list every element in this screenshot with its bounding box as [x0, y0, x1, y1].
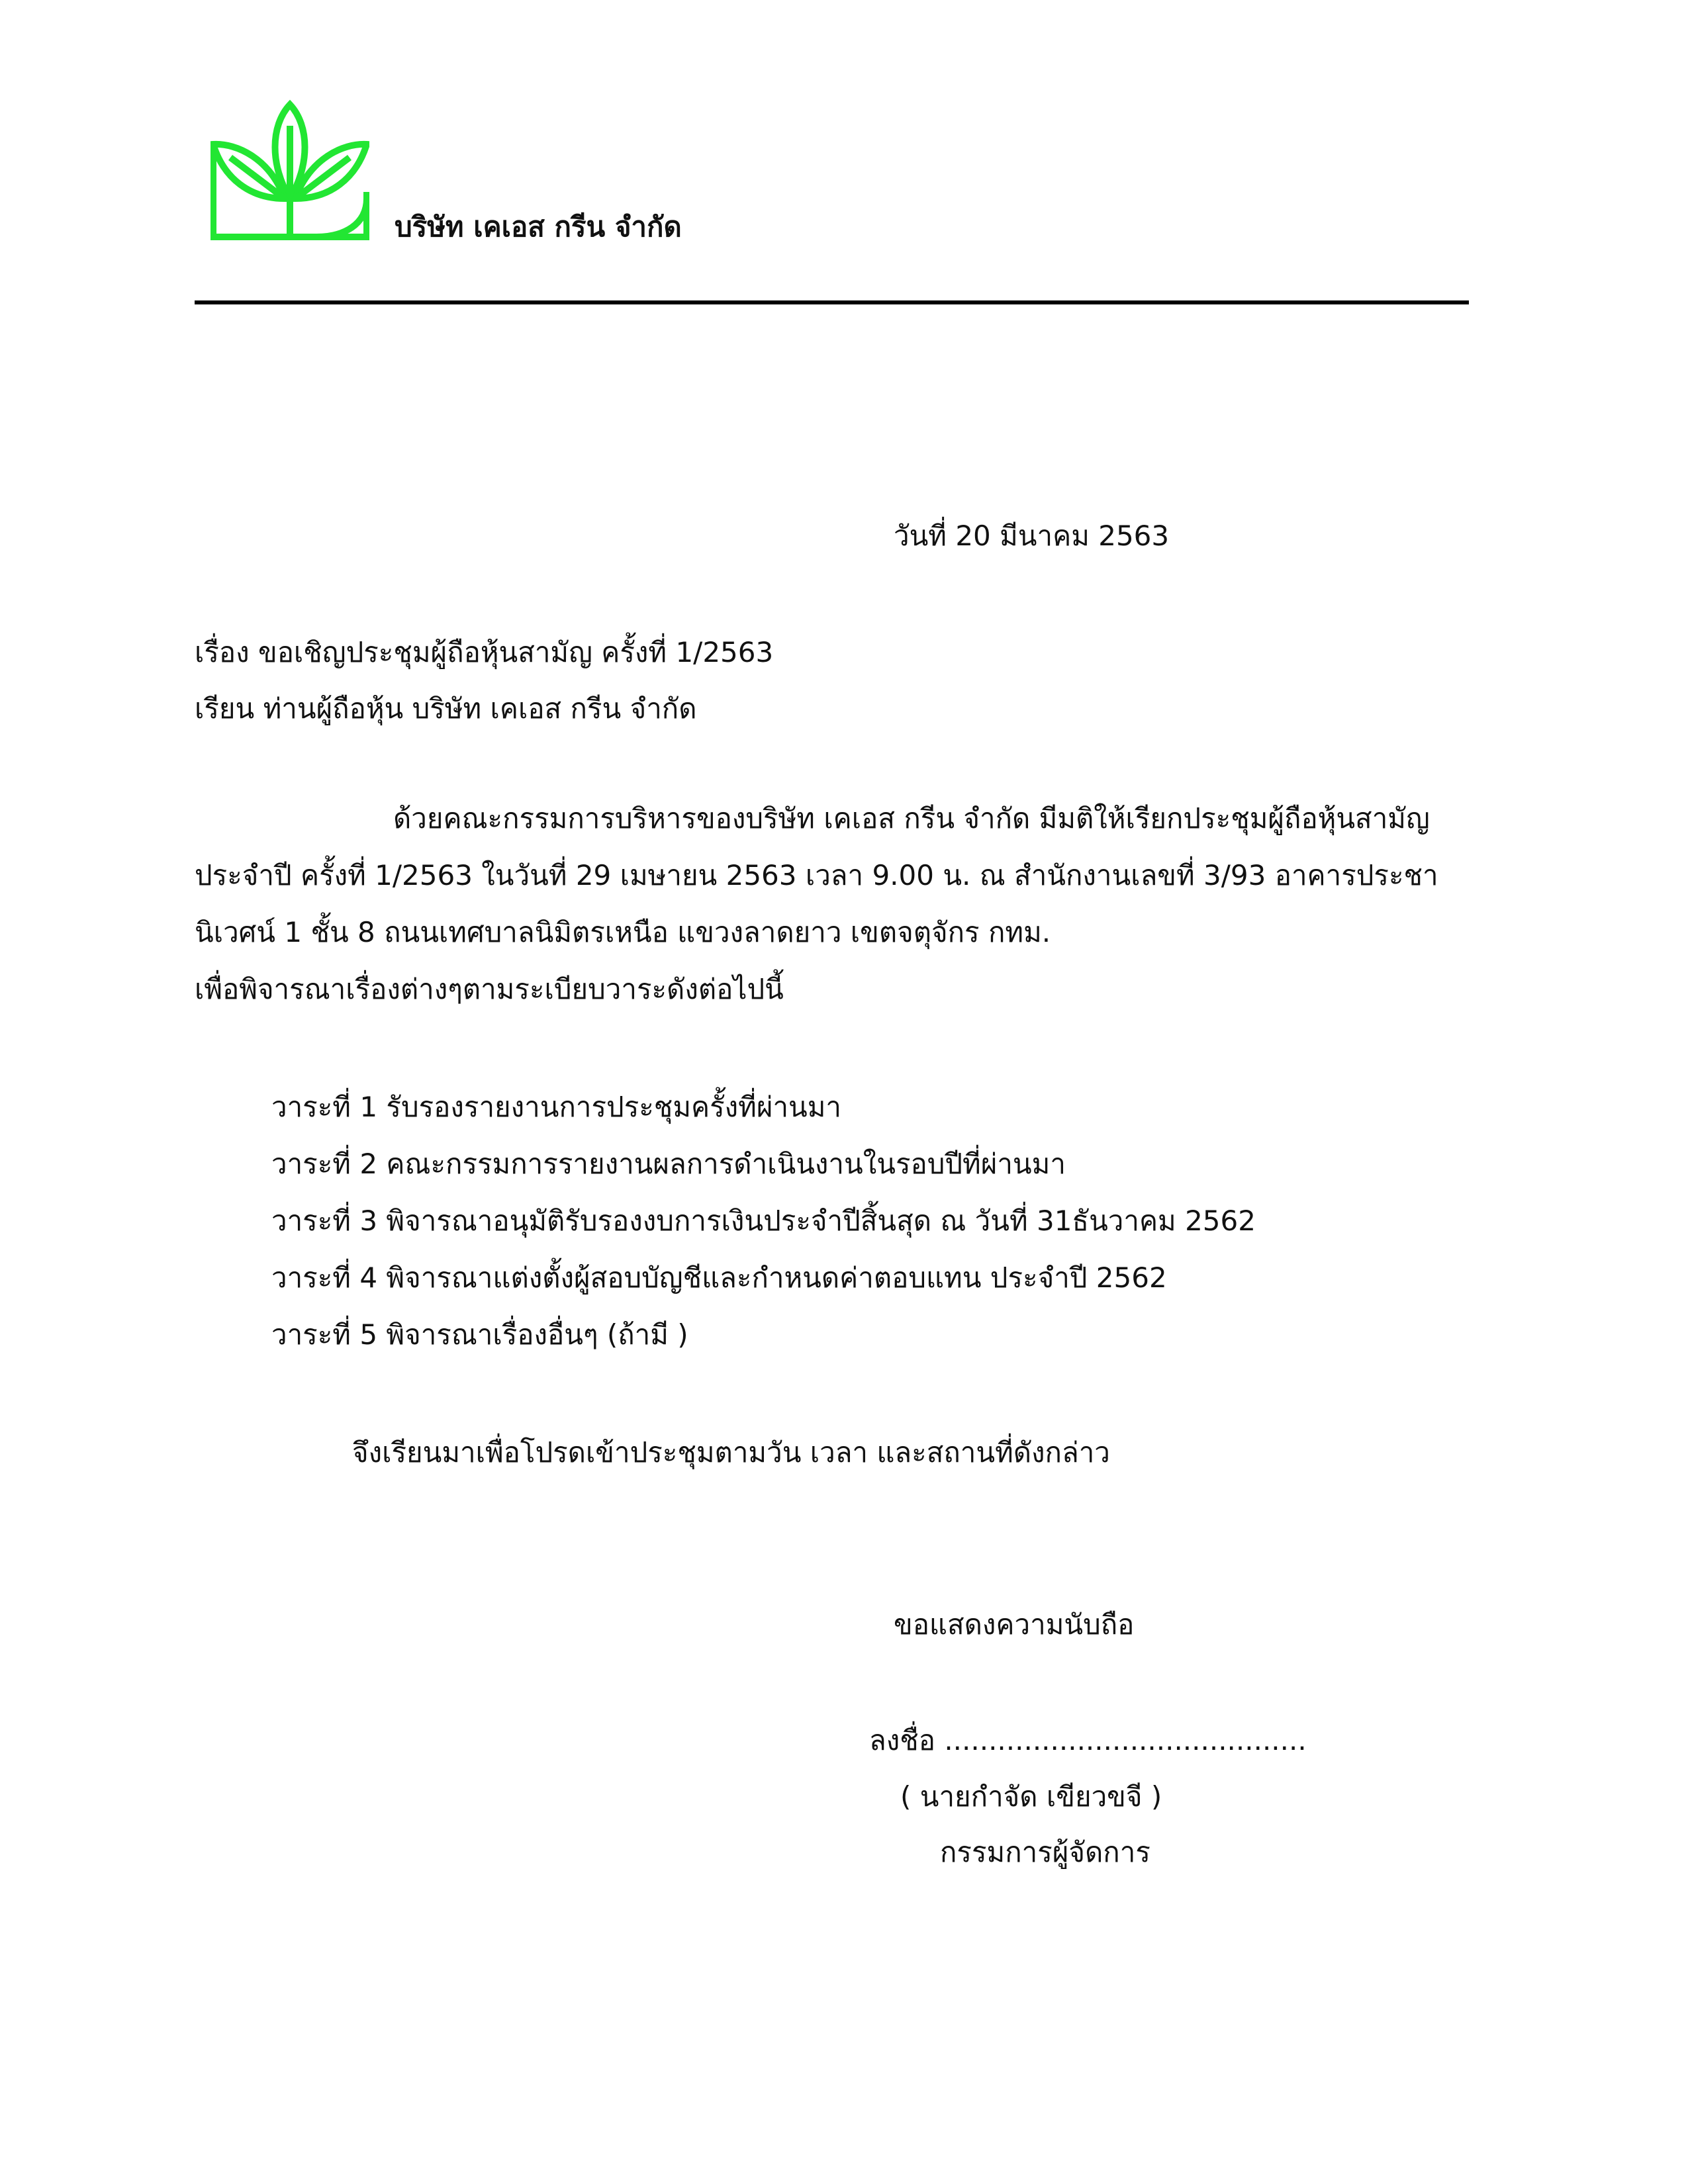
- agenda-item: วาระที่ 4 พิจารณาแต่งตั้งผู้สอบบัญชีและกำหนดค่าตอบแทน ประจำปี 2562: [271, 1261, 1167, 1294]
- leaf-sprout-logo-icon: [211, 99, 369, 242]
- header-divider: [195, 300, 1469, 304]
- letter-subject: เรื่อง ขอเชิญประชุมผู้ถือหุ้นสามัญ ครั้งที่ 1/2563: [195, 636, 774, 668]
- agenda-item: วาระที่ 2 คณะกรรมการรายงานผลการดำเนินงานในรอบปีที่ผ่านมา: [271, 1148, 1066, 1180]
- agenda-item: วาระที่ 5 พิจารณาเรื่องอื่นๆ (ถ้ามี ): [271, 1318, 688, 1351]
- signer-position: กรรมการผู้จัดการ: [940, 1836, 1150, 1868]
- letter-body: [195, 802, 1466, 1030]
- body-line: ประจำปี ครั้งที่ 1/2563 ในวันที่ 29 เมษายน 2563 เวลา 9.00 น. ณ สำนักงานเลขที่ 3/93 อาคารประชา: [195, 859, 1438, 891]
- company-name: บริษัท เคเอส กรีน จำกัด: [395, 210, 682, 243]
- letter-recipient: เรียน ท่านผู้ถือหุ้น บริษัท เคเอส กรีน จำกัด: [195, 692, 697, 725]
- agenda-item: วาระที่ 1 รับรองรายงานการประชุมครั้งที่ผ่านมา: [271, 1091, 842, 1123]
- agenda-item: วาระที่ 3 พิจารณาอนุมัติรับรองงบการเงินประจำปีสิ้นสุด ณ วันที่ 31ธันวาคม 2562: [271, 1205, 1256, 1237]
- company-logo: [211, 99, 369, 242]
- letter-closing: จึงเรียนมาเพื่อโปรดเข้าประชุมตามวัน เวลา และสถานที่ดังกล่าว: [352, 1436, 1110, 1469]
- letter-date: วันที่ 20 มีนาคม 2563: [894, 520, 1170, 552]
- body-line: นิเวศน์ 1 ชั้น 8 ถนนเทศบาลนิมิตรเหนือ แขวงลาดยาว เขตจตุจักร กทม.: [195, 916, 1051, 948]
- agenda-list: [271, 1091, 1256, 1375]
- body-line: ด้วยคณะกรรมการบริหารของบริษัท เคเอส กรีน จำกัด มีมติให้เรียกประชุมผู้ถือหุ้นสามัญ: [393, 802, 1430, 835]
- letter-regards: ขอแสดงความนับถือ: [894, 1608, 1135, 1641]
- signature-line: ลงชื่อ .........................................: [869, 1724, 1307, 1756]
- signer-name: ( นายกำจัด เขียวขจี ): [900, 1780, 1162, 1813]
- body-line: เพื่อพิจารณาเรื่องต่างๆตามระเบียบวาระดังต่อไปนี้: [195, 973, 784, 1005]
